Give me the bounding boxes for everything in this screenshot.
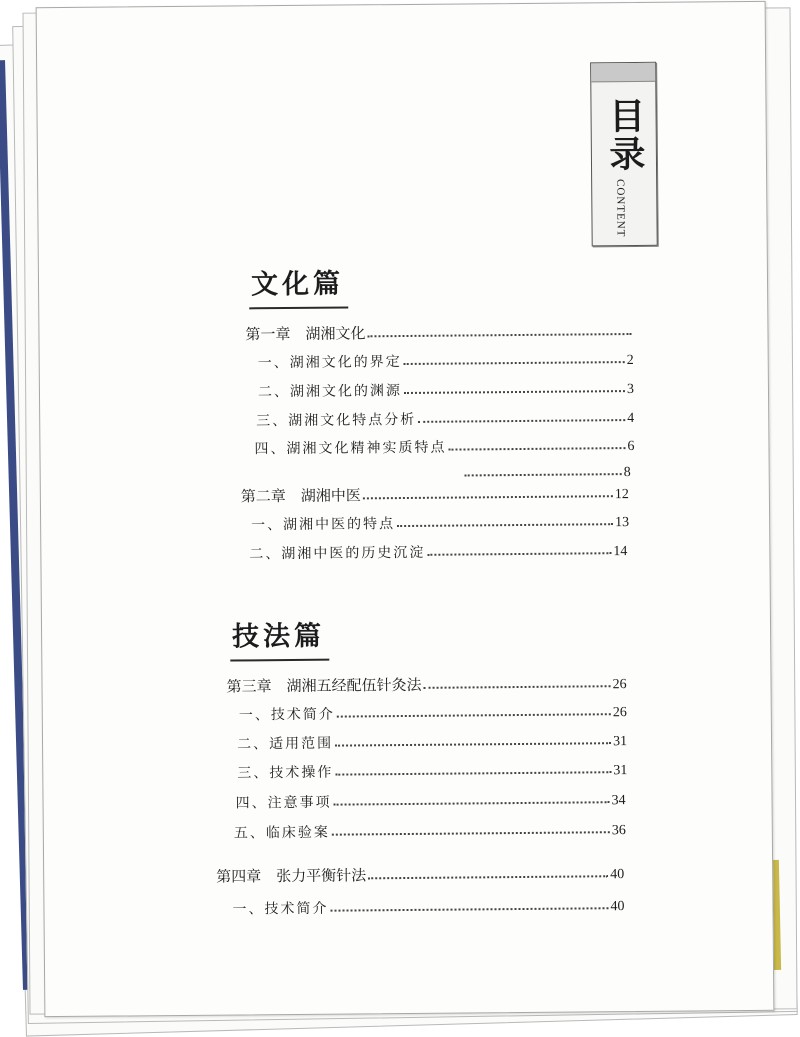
toc-entry[interactable] bbox=[234, 817, 626, 842]
toc-subtitle: CONTENT bbox=[614, 179, 627, 238]
section-underline bbox=[249, 306, 348, 309]
entry-label: 五、临床验案 bbox=[233, 824, 330, 842]
leader-dots bbox=[334, 801, 610, 805]
toc-entry[interactable] bbox=[237, 728, 627, 753]
toc-entry[interactable] bbox=[232, 893, 624, 918]
toc-entry[interactable] bbox=[256, 405, 634, 430]
entry-label: 第二章 湖湘中医 bbox=[240, 486, 361, 506]
leader-dots bbox=[404, 361, 625, 365]
toc-label bbox=[590, 62, 658, 247]
toc-entry-chapter[interactable] bbox=[216, 861, 624, 887]
entry-label: 第一章 湖湘文化 bbox=[245, 324, 366, 344]
leader-dots bbox=[367, 333, 631, 337]
toc-entry[interactable] bbox=[249, 538, 627, 563]
leader-dots bbox=[335, 771, 611, 775]
page-number: 31 bbox=[613, 763, 628, 779]
page-number: 40 bbox=[610, 867, 625, 883]
leader-dots bbox=[404, 390, 625, 394]
page-number: 13 bbox=[615, 515, 630, 531]
entry-label: 一、技术简介 bbox=[238, 706, 335, 724]
page-number: 26 bbox=[612, 677, 627, 693]
entry-label: 四、湖湘文化精神实质特点 bbox=[254, 439, 447, 458]
entry-label: 第三章 湖湘五经配伍针灸法 bbox=[226, 675, 422, 696]
page-number: 36 bbox=[611, 823, 626, 839]
entry-label: 四、注意事项 bbox=[235, 794, 332, 812]
page-number: 31 bbox=[612, 734, 628, 750]
page-number: 4 bbox=[627, 410, 635, 427]
section-title-text: 文化篇 bbox=[250, 268, 345, 301]
entry-label: 一、湖湘中医的特点 bbox=[251, 516, 396, 534]
toc-entry-continuation bbox=[463, 459, 631, 482]
entry-label: 第四章 张力平衡针法 bbox=[216, 866, 367, 886]
leader-dots bbox=[448, 447, 625, 451]
page-number: 6 bbox=[627, 438, 635, 455]
page-number: 14 bbox=[613, 544, 628, 560]
leader-dots bbox=[418, 419, 625, 423]
toc-title: 目录 bbox=[603, 96, 647, 174]
toc-entry[interactable] bbox=[239, 699, 627, 724]
page-number: 40 bbox=[610, 899, 625, 915]
toc-entry[interactable] bbox=[251, 509, 629, 534]
entry-label: 一、湖湘文化的界定 bbox=[257, 354, 402, 372]
leader-dots bbox=[397, 523, 613, 527]
toc-entry[interactable] bbox=[258, 376, 634, 401]
toc-entry-chapter[interactable] bbox=[245, 319, 633, 344]
entry-label: 二、适用范围 bbox=[236, 735, 334, 753]
section-title bbox=[232, 614, 325, 654]
page-number: 12 bbox=[614, 487, 629, 503]
leader-dots bbox=[335, 742, 611, 746]
page-number: 8 bbox=[623, 465, 631, 481]
leader-dots bbox=[363, 495, 613, 499]
page-number: 34 bbox=[611, 793, 626, 809]
entry-label: 二、湖湘文化的渊源 bbox=[257, 383, 403, 401]
leader-dots bbox=[465, 473, 622, 476]
tag-band bbox=[591, 63, 655, 83]
section-underline bbox=[230, 659, 329, 662]
toc-entry-chapter[interactable] bbox=[226, 671, 626, 696]
entry-label: 一、技术简介 bbox=[232, 900, 329, 918]
leader-dots bbox=[332, 831, 610, 835]
toc-entry[interactable] bbox=[254, 433, 634, 458]
entry-label: 三、技术操作 bbox=[237, 764, 334, 782]
page-number: 2 bbox=[626, 352, 634, 369]
page-number: 3 bbox=[626, 381, 635, 398]
section-title bbox=[251, 262, 344, 302]
toc-entry[interactable] bbox=[258, 347, 634, 372]
leader-dots bbox=[424, 685, 611, 689]
section-title-text: 技法篇 bbox=[231, 620, 326, 653]
toc-entry-chapter[interactable] bbox=[241, 481, 629, 506]
page-number: 26 bbox=[612, 705, 627, 721]
leader-dots bbox=[337, 713, 611, 717]
leader-dots bbox=[427, 552, 611, 556]
entry-label: 三、湖湘文化特点分析 bbox=[256, 411, 417, 430]
toc-entry[interactable] bbox=[237, 757, 627, 782]
entry-label: 二、湖湘中医的历史沉淀 bbox=[249, 544, 426, 563]
toc-entry[interactable] bbox=[235, 787, 625, 812]
toc-page bbox=[36, 1, 775, 1017]
leader-dots bbox=[368, 875, 608, 879]
leader-dots bbox=[330, 907, 608, 911]
